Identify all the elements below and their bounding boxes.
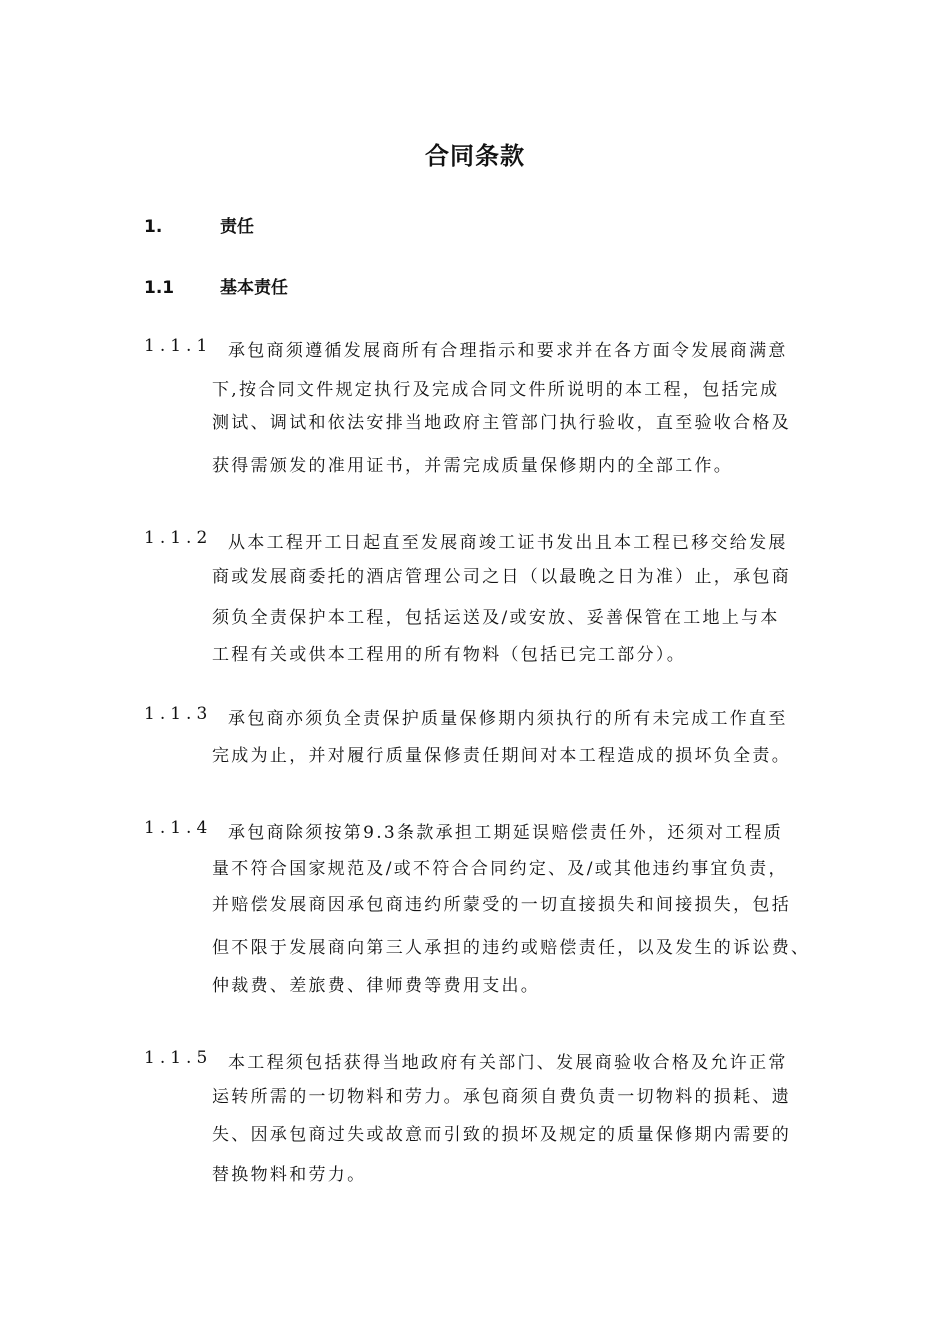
clause-number: 1.1.3 [144,704,213,724]
clause-line: 并赔偿发展商因承包商违约所蒙受的一切直接损失和间接损失，包括 [212,895,791,915]
subsection-heading [144,273,288,298]
clause-line: 量不符合国家规范及/或不符合合同约定、及/或其他违约事宜负责， [212,859,788,879]
clause-line: 完成为止，并对履行质量保修责任期间对本工程造成的损坏负全责。 [212,746,791,766]
subsection-number: 1.1 [144,278,175,298]
clause-line: 失、因承包商过失或故意而引致的损坏及规定的质量保修期内需要的 [212,1125,791,1145]
section-number: 1. [144,217,163,237]
clause-line: 运转所需的一切物料和劳力。承包商须自费负责一切物料的损耗、遗 [212,1087,791,1107]
clause-line: 仲裁费、差旅费、律师费等费用支出。 [212,976,541,996]
clause-line: 承包商须遵循发展商所有合理指示和要求并在各方面令发展商满意 [228,341,788,361]
page-title: 合同条款 [425,142,525,170]
subsection-title: 基本责任 [220,278,288,298]
section-title: 责任 [220,217,254,237]
section-heading [144,212,254,237]
clause-line: 承包商除须按第9.3条款承担工期延误赔偿责任外，还须对工程质 [228,823,784,843]
clause-line: 测试、调试和依法安排当地政府主管部门执行验收，直至验收合格及 [212,413,791,433]
clause-number: 1.1.2 [144,528,213,548]
clause-line: 下,按合同文件规定执行及完成合同文件所说明的本工程，包括完成 [212,380,780,400]
clause-line: 工程有关或供本工程用的所有物料（包括已完工部分）。 [212,645,686,665]
clause-line: 承包商亦须负全责保护质量保修期内须执行的所有未完成工作直至 [228,709,788,729]
clause-line: 获得需颁发的准用证书，并需完成质量保修期内的全部工作。 [212,456,734,476]
clause-line: 从本工程开工日起直至发展商竣工证书发出且本工程已移交给发展 [228,533,788,553]
clause-line: 须负全责保护本工程，包括运送及/或安放、妥善保管在工地上与本 [212,608,780,628]
clause-line: 替换物料和劳力。 [212,1165,367,1185]
clause-number: 1.1.1 [144,336,213,356]
clause-number: 1.1.4 [144,818,213,838]
clause-line: 但不限于发展商向第三人承担的违约或赔偿责任，以及发生的诉讼费、 [212,938,811,958]
clause-line: 商或发展商委托的酒店管理公司之日（以最晚之日为准）止，承包商 [212,567,791,587]
clause-number: 1.1.5 [144,1048,213,1068]
clause-line: 本工程须包括获得当地政府有关部门、发展商验收合格及允许正常 [228,1053,788,1073]
